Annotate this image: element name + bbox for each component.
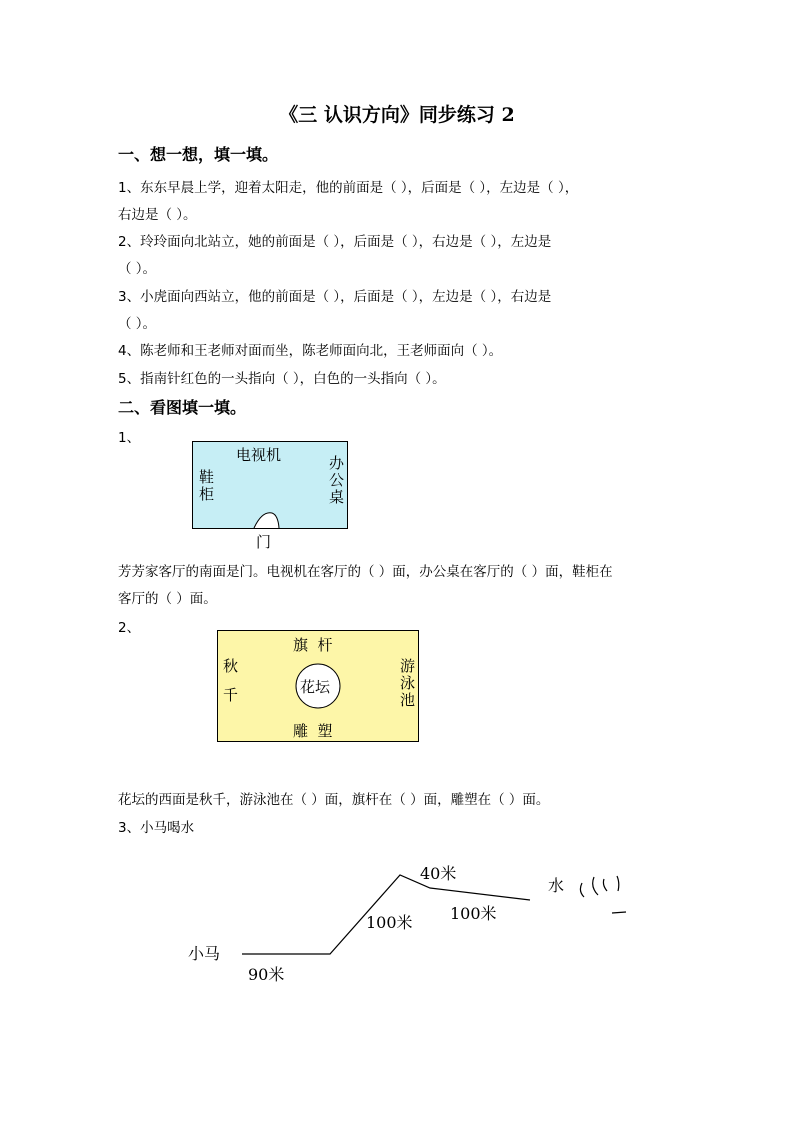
distance-100m-flat-label: 100米 <box>450 904 497 923</box>
flagpole-label: 旗 杆 <box>293 636 333 654</box>
distance-40m-label: 40米 <box>420 864 457 883</box>
question-2-line-2: （ ）。 <box>118 261 157 277</box>
distance-100m-slope-label: 100米 <box>366 913 413 932</box>
water-ripple-icon <box>580 883 584 897</box>
tv-label: 电视机 <box>236 446 282 464</box>
page-title: 《三 认识方向》同步练习 2 <box>279 104 515 126</box>
question-3-line-1: 3、小虎面向西站立，他的前面是（ ），后面是（ ），左边是（ ），右边是 <box>118 289 552 305</box>
statue-label: 雕 塑 <box>293 722 333 740</box>
desk-label: 办公桌 <box>327 455 345 506</box>
question-5: 5、指南针红色的一头指向（ ），白色的一头指向（ ）。 <box>118 371 446 387</box>
swing-label: 秋千 <box>221 658 239 716</box>
living-room-diagram <box>192 441 348 551</box>
pool-label: 游泳池 <box>398 658 416 709</box>
flower-bed-label: 花坛 <box>300 678 331 696</box>
yard-diagram <box>217 630 419 742</box>
section-2-heading: 二、看图填一填。 <box>118 398 247 417</box>
shoe-cabinet-label: 鞋柜 <box>197 469 215 503</box>
distance-90m-label: 90米 <box>248 965 285 984</box>
water-label: 水 <box>548 876 565 895</box>
route-diagram <box>180 855 640 995</box>
question-2-line-1: 2、玲玲面向北站立，她的前面是（ ），后面是（ ），右边是（ ），左边是 <box>118 234 552 250</box>
problem-3-title: 3、小马喝水 <box>118 820 195 836</box>
question-4: 4、陈老师和王老师对面而坐，陈老师面向北，王老师面向（ ）。 <box>118 343 503 359</box>
problem-2-line-1: 花坛的西面是秋千，游泳池在（ ）面，旗杆在（ ）面，雕塑在（ ）面。 <box>118 792 550 808</box>
section-1-heading: 一、想一想，填一填。 <box>118 145 279 164</box>
question-1-line-1: 1、东东早晨上学，迎着太阳走，他的前面是（ ），后面是（ ），左边是（ ）， <box>118 180 579 196</box>
question-3-line-2: （ ）。 <box>118 316 157 332</box>
problem-1-number: 1、 <box>118 430 141 446</box>
pony-label: 小马 <box>188 944 221 963</box>
question-1-line-2: 右边是（ ）。 <box>118 207 197 223</box>
problem-1-line-1: 芳芳家客厅的南面是门。电视机在客厅的（ ）面，办公桌在客厅的（ ）面，鞋柜在 <box>118 564 613 580</box>
door-label: 门 <box>256 533 272 551</box>
problem-2-number: 2、 <box>118 620 141 636</box>
problem-1-line-2: 客厅的（ ）面。 <box>118 591 217 607</box>
